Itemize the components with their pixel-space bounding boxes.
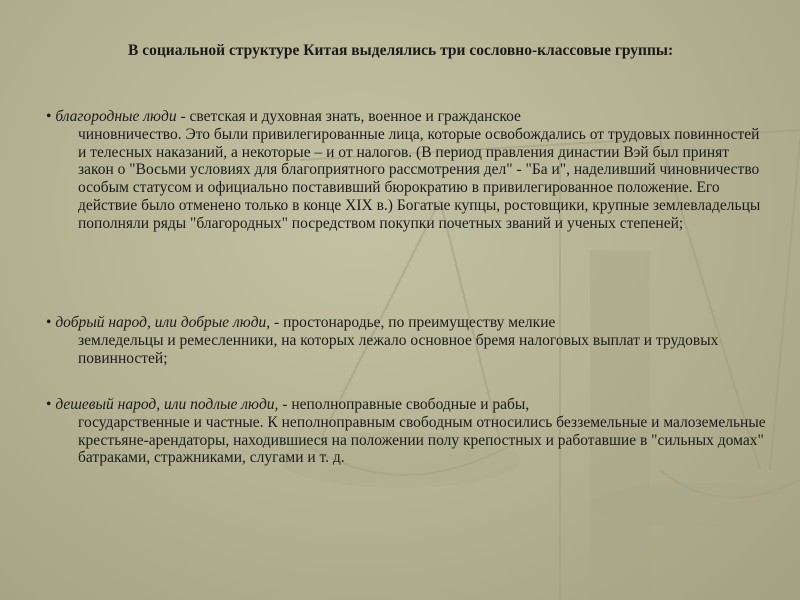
bullet: • [46, 396, 52, 413]
slide-heading: В социальной структуре Китая выделялись три сословно-классовые группы: [128, 42, 674, 59]
group-description: земледельцы и ремесленники, на которых лежало основное бремя налоговых выплат и трудовых повинностей; [78, 331, 719, 367]
group-first-line: - простонародье, по преимуществу мелкие [270, 314, 556, 331]
group-description: государственные и частные. К неполноправным свободным относились безземельные и малоземельные крестьяне-арендаторы, находившиеся на положении полу крепостных и работавшие в "сильных домах" батраками, стражниками, слугами и т. д. [78, 413, 766, 467]
bullet: • [46, 108, 52, 125]
group-term: дешевый народ, или подлые люди, [55, 396, 279, 413]
group-item-noble [46, 108, 766, 233]
group-term: благородные люди [55, 108, 177, 125]
group-item-mean-people [46, 396, 766, 467]
group-first-line: - неполноправные свободные и рабы, [278, 396, 530, 413]
group-description: чиновничество. Это были привилегированные лица, которые освобождались от трудовых повинностей и телесных наказаний, а некоторые – и от налогов. (В период правления династии Вэй был принят закон о "Восьми условиях для благоприятного рассмотрения дел" - "Ба и", наделивший чиновничество особым статусом и официально поставивший бюрократию в привилегированное положение. Его действие было отменено только в конце XIX в.) Богатые купцы, ростовщики, крупные землевладельцы пополняли ряды "благородных" посредством покупки почетных званий и ученых степеней; [78, 125, 761, 232]
bullet: • [46, 314, 52, 331]
group-item-good-people [46, 314, 766, 367]
group-first-line: - светская и духовная знать, военное и гражданское [176, 108, 521, 125]
group-term: добрый народ, или добрые люди, [55, 314, 271, 331]
